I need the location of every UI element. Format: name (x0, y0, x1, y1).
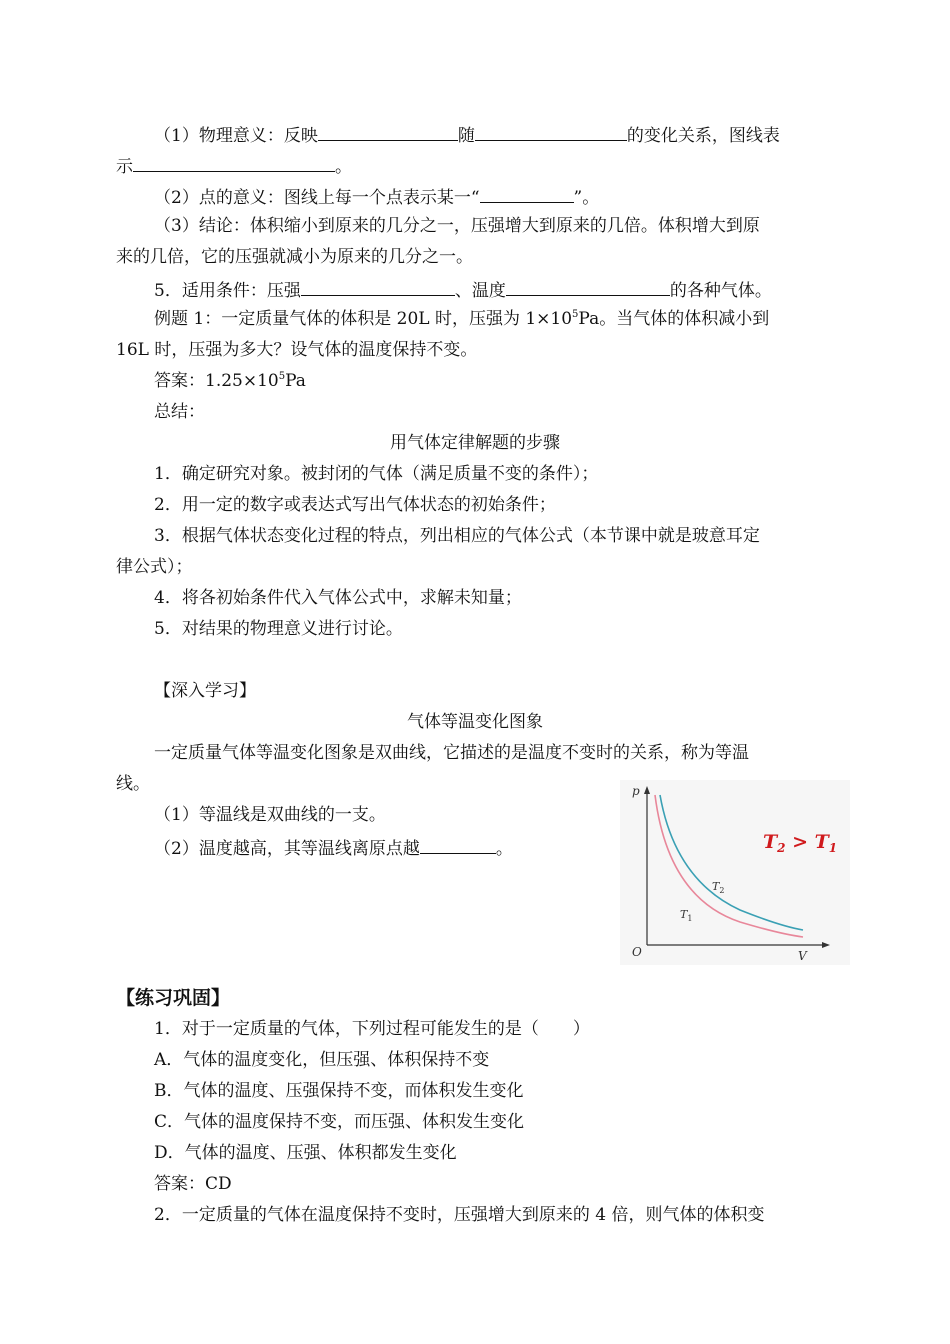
isotherm-title: 气体等温变化图象 (407, 712, 543, 732)
fill-blank[interactable] (475, 122, 627, 141)
temperature-relation: $T_2 > T_1$ (763, 831, 838, 855)
isotherm-point-1: （1）等温线是双曲线的一支。 (154, 805, 386, 825)
example-1-cont: 16L 时，压强为多大？设气体的温度保持不变。 (116, 340, 478, 360)
question-1: 1．对于一定质量的气体，下列过程可能发生的是（ ） (154, 1019, 590, 1039)
steps-title: 用气体定律解题的步骤 (390, 433, 560, 453)
fill-blank[interactable] (301, 277, 455, 296)
text: 示 (116, 157, 133, 177)
question-2: 2．一定质量的气体在温度保持不变时，压强增大到原来的 4 倍，则气体的体积变 (154, 1205, 765, 1225)
option-a: A．气体的温度变化，但压强、体积保持不变 (154, 1050, 490, 1070)
p-axis-label: p (632, 784, 640, 798)
step-3-cont: 律公式）； (116, 557, 193, 577)
text: 的变化关系，图线表 (626, 126, 780, 146)
paragraph-conclusion: （3）结论：体积缩小到原来的几分之一，压强增大到原来的几倍。体积增大到原 (154, 216, 760, 236)
text: 、温度 (454, 281, 506, 301)
text: 例题 1：一定质量气体的体积是 20L 时，压强为 1×10 (154, 309, 573, 329)
step-4: 4．将各初始条件代入气体公式中，求解未知量； (154, 588, 522, 608)
t1-label: $T_1$ (680, 908, 693, 923)
summary-label: 总结： (154, 402, 205, 422)
option-b: B．气体的温度、压强保持不变，而体积发生变化 (154, 1081, 524, 1101)
step-3: 3．根据气体状态变化过程的特点，列出相应的气体公式（本节课中就是玻意耳定 (154, 526, 760, 546)
superscript: 5 (278, 371, 286, 382)
answer-1 (154, 370, 306, 392)
text: ”。 (573, 188, 600, 208)
fill-blank[interactable] (420, 835, 496, 854)
paragraph-conclusion-cont: 来的几倍，它的压强就减小为原来的几分之一。 (116, 247, 473, 267)
origin-label: O (632, 945, 642, 959)
paragraph-physical-meaning-cont (116, 153, 352, 178)
paragraph-point-meaning (154, 184, 599, 209)
graph-background (620, 780, 850, 965)
isotherm-description: 一定质量气体等温变化图象是双曲线，它描述的是温度不变时的关系，称为等温 (154, 743, 749, 763)
option-c: C．气体的温度保持不变，而压强、体积发生变化 (154, 1112, 525, 1132)
text: 。 (495, 839, 513, 859)
isotherm-description-cont: 线。 (116, 774, 150, 794)
superscript: 5 (572, 309, 579, 320)
paragraph-physical-meaning (154, 122, 780, 147)
text: 随 (457, 126, 475, 146)
text: （2）点的意义：图线上每一个点表示某一“ (154, 188, 480, 208)
text: 答案：1.25×10 (154, 371, 279, 391)
v-axis-label: V (798, 949, 807, 963)
text: 。 (335, 157, 352, 177)
fill-blank[interactable] (480, 184, 574, 203)
isotherm-point-2 (154, 835, 513, 860)
section-header-deep-learning: 【深入学习】 (154, 681, 256, 701)
isotherm-graph (620, 780, 850, 965)
text: （1）物理意义：反映 (154, 126, 318, 146)
text: Pa (285, 371, 306, 391)
fill-blank[interactable] (318, 122, 458, 141)
text: 的各种气体。 (669, 281, 772, 301)
fill-blank[interactable] (506, 277, 670, 296)
step-2: 2．用一定的数字或表达式写出气体状态的初始条件； (154, 495, 556, 515)
example-1 (154, 308, 769, 330)
answer-2: 答案：CD (154, 1174, 232, 1194)
text: Pa。当气体的体积减小到 (578, 309, 770, 329)
text: 5．适用条件：压强 (154, 281, 301, 301)
section-header-practice: 【练习巩固】 (116, 987, 231, 1009)
step-1: 1．确定研究对象。被封闭的气体（满足质量不变的条件）； (154, 464, 599, 484)
fill-blank[interactable] (133, 153, 335, 172)
t2-label: $T_2$ (712, 880, 725, 895)
paragraph-conditions (154, 277, 772, 302)
text: （2）温度越高，其等温线离原点越 (154, 839, 420, 859)
option-d: D．气体的温度、压强、体积都发生变化 (154, 1143, 457, 1163)
step-5: 5．对结果的物理意义进行讨论。 (154, 619, 403, 639)
